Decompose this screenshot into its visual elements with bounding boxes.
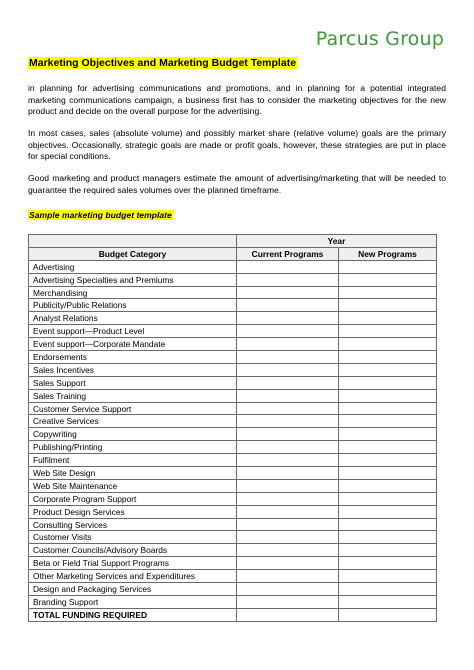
current-programs-cell[interactable]: [237, 505, 339, 518]
new-programs-cell[interactable]: [339, 389, 437, 402]
new-programs-cell[interactable]: [339, 595, 437, 608]
current-programs-cell[interactable]: [237, 299, 339, 312]
year-header: Year: [237, 235, 437, 248]
current-programs-cell[interactable]: [237, 325, 339, 338]
current-programs-cell[interactable]: [237, 351, 339, 364]
table-row: [29, 402, 437, 415]
new-programs-cell[interactable]: [339, 273, 437, 286]
table-row: [29, 557, 437, 570]
new-programs-cell[interactable]: [339, 260, 437, 273]
new-programs-cell[interactable]: [339, 428, 437, 441]
new-programs-cell[interactable]: [339, 557, 437, 570]
new-programs-cell[interactable]: [339, 479, 437, 492]
current-programs-cell[interactable]: [237, 583, 339, 596]
current-programs-cell[interactable]: [237, 273, 339, 286]
table-row: [29, 351, 437, 364]
table-row: [29, 312, 437, 325]
budget-category-cell: Creative Services: [29, 415, 237, 428]
budget-category-cell: Branding Support: [29, 595, 237, 608]
budget-category-cell: Sales Training: [29, 389, 237, 402]
new-programs-cell[interactable]: [339, 544, 437, 557]
new-programs-cell[interactable]: [339, 325, 437, 338]
total-label: TOTAL FUNDING REQUIRED: [29, 608, 237, 621]
objectives-paragraph: In most cases, sales (absolute volume) and possibly market share (relative volume) goals are the primary objectives. Occasionally, strategic goals are made or profit goals, however, these strategies are put in place for special conditions.: [28, 128, 446, 162]
new-programs-cell[interactable]: [339, 467, 437, 480]
current-programs-cell[interactable]: [237, 467, 339, 480]
current-programs-cell[interactable]: [237, 312, 339, 325]
budget-category-cell: Corporate Program Support: [29, 492, 237, 505]
table-row: [29, 286, 437, 299]
table-row: [29, 518, 437, 531]
document-title: Marketing Objectives and Marketing Budget Template: [29, 57, 297, 69]
current-programs-cell[interactable]: [237, 376, 339, 389]
budget-category-cell: Customer Visits: [29, 531, 237, 544]
current-programs-cell[interactable]: [237, 570, 339, 583]
current-programs-cell[interactable]: [237, 402, 339, 415]
budget-category-cell: Sales Incentives: [29, 363, 237, 376]
budget-category-cell: Merchandising: [29, 286, 237, 299]
new-programs-cell[interactable]: [339, 531, 437, 544]
budget-category-cell: Design and Packaging Services: [29, 583, 237, 596]
budget-category-cell: Sales Support: [29, 376, 237, 389]
new-programs-cell[interactable]: [339, 505, 437, 518]
budget-category-cell: Advertising Specialties and Premiums: [29, 273, 237, 286]
budget-category-cell: Consulting Services: [29, 518, 237, 531]
new-programs-cell[interactable]: [339, 454, 437, 467]
new-programs-header: New Programs: [339, 247, 437, 260]
table-subtitle: Sample marketing budget template: [29, 210, 172, 220]
budget-category-cell: Event support—Corporate Mandate: [29, 338, 237, 351]
table-row: [29, 441, 437, 454]
new-programs-cell[interactable]: [339, 286, 437, 299]
current-programs-header: Current Programs: [237, 247, 339, 260]
budget-category-header: Budget Category: [29, 247, 237, 260]
budget-category-cell: Fulfilment: [29, 454, 237, 467]
current-programs-cell[interactable]: [237, 363, 339, 376]
table-row: [29, 415, 437, 428]
intro-paragraph: in planning for advertising communications and promotions, and in planning for a potential integrated marketing communications campaign, a business first has to consider the marketing objectives for the new product and decide on the overall purpose for the advertising.: [28, 83, 446, 117]
table-row: [29, 595, 437, 608]
current-programs-cell[interactable]: [237, 531, 339, 544]
budget-table: [28, 234, 437, 622]
budget-category-cell: Beta or Field Trial Support Programs: [29, 557, 237, 570]
current-programs-cell[interactable]: [237, 479, 339, 492]
new-programs-cell[interactable]: [339, 492, 437, 505]
table-row: [29, 467, 437, 480]
table-row: [29, 492, 437, 505]
budget-category-cell: Endorsements: [29, 351, 237, 364]
brand-logo-text: Parcus Group: [315, 28, 444, 50]
current-programs-cell[interactable]: [237, 260, 339, 273]
budget-category-cell: Event support—Product Level: [29, 325, 237, 338]
budget-category-cell: Customer Councils/Advisory Boards: [29, 544, 237, 557]
budget-category-cell: Publishing/Printing: [29, 441, 237, 454]
current-programs-cell[interactable]: [237, 454, 339, 467]
current-programs-cell[interactable]: [237, 428, 339, 441]
new-programs-cell[interactable]: [339, 570, 437, 583]
new-programs-cell[interactable]: [339, 518, 437, 531]
new-programs-cell[interactable]: [339, 441, 437, 454]
table-row: [29, 454, 437, 467]
budget-paragraph: Good marketing and product managers estimate the amount of advertising/marketing that will be needed to guarantee the required sales volumes over the planned timeframe.: [28, 173, 446, 195]
table-row: [29, 505, 437, 518]
table-row: [29, 338, 437, 351]
table-row: [29, 260, 437, 273]
budget-category-cell: Other Marketing Services and Expenditures: [29, 570, 237, 583]
total-row: [29, 608, 437, 621]
total-new-programs-cell[interactable]: [339, 608, 437, 621]
table-row: [29, 544, 437, 557]
budget-table-body: [29, 260, 437, 621]
new-programs-cell[interactable]: [339, 299, 437, 312]
current-programs-cell[interactable]: [237, 338, 339, 351]
budget-category-cell: Analyst Relations: [29, 312, 237, 325]
table-row: [29, 531, 437, 544]
header-spacer: [29, 235, 237, 248]
total-current-programs-cell[interactable]: [237, 608, 339, 621]
budget-category-cell: Web Site Maintenance: [29, 479, 237, 492]
current-programs-cell[interactable]: [237, 441, 339, 454]
current-programs-cell[interactable]: [237, 595, 339, 608]
new-programs-cell[interactable]: [339, 351, 437, 364]
table-row: [29, 583, 437, 596]
new-programs-cell[interactable]: [339, 402, 437, 415]
budget-category-cell: Web Site Design: [29, 467, 237, 480]
new-programs-cell[interactable]: [339, 338, 437, 351]
budget-category-cell: Advertising: [29, 260, 237, 273]
budget-category-cell: Customer Service Support: [29, 402, 237, 415]
new-programs-cell[interactable]: [339, 376, 437, 389]
current-programs-cell[interactable]: [237, 557, 339, 570]
table-row: [29, 363, 437, 376]
new-programs-cell[interactable]: [339, 415, 437, 428]
new-programs-cell[interactable]: [339, 312, 437, 325]
table-row: [29, 325, 437, 338]
table-row: [29, 299, 437, 312]
table-row: [29, 570, 437, 583]
current-programs-cell[interactable]: [237, 544, 339, 557]
new-programs-cell[interactable]: [339, 363, 437, 376]
budget-category-cell: Product Design Services: [29, 505, 237, 518]
table-row: [29, 389, 437, 402]
current-programs-cell[interactable]: [237, 389, 339, 402]
budget-category-cell: Publicity/Public Relations: [29, 299, 237, 312]
current-programs-cell[interactable]: [237, 415, 339, 428]
table-row: [29, 428, 437, 441]
current-programs-cell[interactable]: [237, 286, 339, 299]
new-programs-cell[interactable]: [339, 583, 437, 596]
current-programs-cell[interactable]: [237, 492, 339, 505]
table-row: [29, 376, 437, 389]
budget-category-cell: Copywriting: [29, 428, 237, 441]
current-programs-cell[interactable]: [237, 518, 339, 531]
table-row: [29, 273, 437, 286]
table-row: [29, 479, 437, 492]
